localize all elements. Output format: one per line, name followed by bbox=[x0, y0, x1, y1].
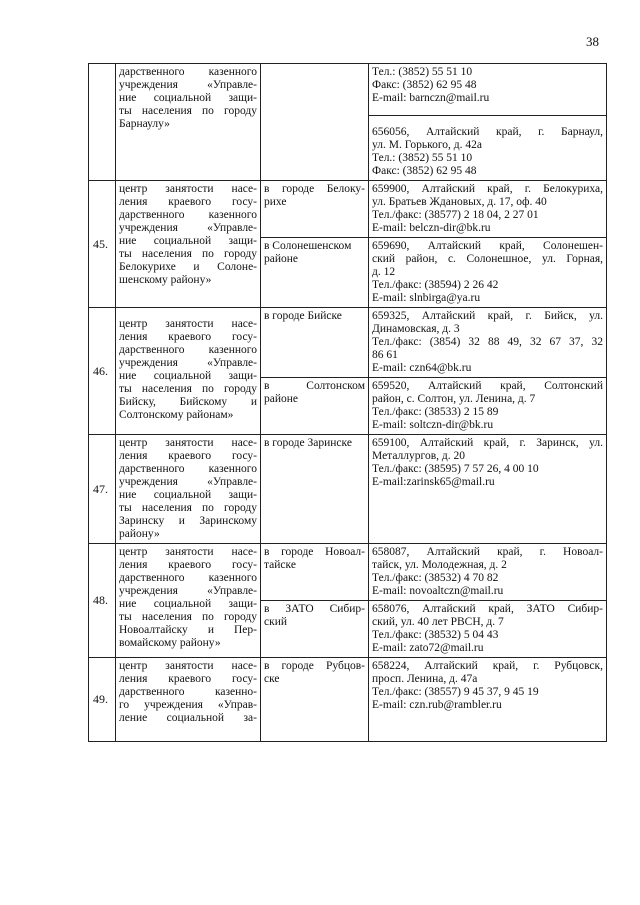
organization-cell: центр занятости насе- ления краевого госу- дарственного казенного учреждения «Управле- ние социальной защи- ты населения по городу Бийску, Бийскому и Солтонскому районам» bbox=[116, 308, 261, 435]
organization-cell: дарственного казенного учреждения «Управле- ние социальной защи- ты населения по городу Барнаулу» bbox=[116, 64, 261, 181]
address-cell: 658224, Алтайский край, г. Рубцовск, просп. Ленина, д. 47а Тел./факс: (38557) 9 45 37, 9 45 19 E-mail: czn.rub@rambler.ru bbox=[369, 658, 607, 742]
area-cell: в городе Рубцов- ске bbox=[261, 658, 369, 742]
organization-cell: центр занятости насе- ления краевого госу- дарственного казенного учреждения «Управле- ние социальной защи- ты населения по городу Заринску и Заринскому району» bbox=[116, 435, 261, 544]
area-cell bbox=[261, 64, 369, 181]
organization-cell: центр занятости насе- ления краевого госу- дарственного казенного учреждения «Управле- ние социальной защи- ты населения по городу Новоалтайску и Пер- вомайскому району» bbox=[116, 544, 261, 658]
table-row bbox=[89, 308, 607, 378]
table-row bbox=[89, 658, 607, 742]
row-number: 47. bbox=[89, 435, 116, 544]
area-cell: в ЗАТО Сибир- ский bbox=[261, 601, 369, 658]
address-cell: 659520, Алтайский край, Солтонский район, с. Солтон, ул. Ленина, д. 7 Тел./факс: (38533) 2 15 89 E-mail: soltczn-dir@bk.ru bbox=[369, 378, 607, 435]
organization-cell: центр занятости насе- ления краевого госу- дарственного казенного учреждения «Управле- ние социальной защи- ты населения по городу Белокурихе и Солоне- шенскому району» bbox=[116, 181, 261, 308]
address-cell: Тел.: (3852) 55 51 10 Факс: (3852) 62 95 48 E-mail: barnczn@mail.ru bbox=[369, 64, 607, 116]
area-cell: в городе Новоал- тайске bbox=[261, 544, 369, 601]
organization-cell: центр занятости насе- ления краевого госу- дарственного казенно- го учреждения «Управ- ление социальной за- bbox=[116, 658, 261, 742]
row-number bbox=[89, 64, 116, 181]
address-cell: 659690, Алтайский край, Солонешен- ский район, с. Солонешное, ул. Горная, д. 12 Тел./факс: (38594) 2 26 42 E-mail: slnbirga@ya.ru bbox=[369, 238, 607, 308]
page-number: 38 bbox=[586, 34, 599, 49]
row-number: 46. bbox=[89, 308, 116, 435]
address-cell: 659900, Алтайский край, г. Белокуриха, ул. Братьев Ждановых, д. 17, оф. 40 Тел./факс: (38577) 2 18 04, 2 27 01 E-mail: belczn-dir@bk.ru bbox=[369, 181, 607, 238]
address-cell: 659325, Алтайский край, г. Бийск, ул. Динамовская, д. 3 Тел./факс: (3854) 32 88 49, 32 67 37, 32 86 61 E-mail: czn64@bk.ru bbox=[369, 308, 607, 378]
row-number: 49. bbox=[89, 658, 116, 742]
table-row bbox=[89, 435, 607, 544]
table-row bbox=[89, 181, 607, 238]
area-cell: в городе Белоку- рихе bbox=[261, 181, 369, 238]
address-cell: 659100, Алтайский край, г. Заринск, ул. Металлургов, д. 20 Тел./факс: (38595) 7 57 26, 4 00 10 E-mail:zarinsk65@mail.ru bbox=[369, 435, 607, 544]
address-cell: 658076, Алтайский край, ЗАТО Сибир- ский, ул. 40 лет РВСН, д. 7 Тел./факс: (38532) 5 04 43 E-mail: zato72@mail.ru bbox=[369, 601, 607, 658]
row-number: 45. bbox=[89, 181, 116, 308]
table-row bbox=[89, 544, 607, 601]
row-number: 48. bbox=[89, 544, 116, 658]
area-cell: в Солонешенском районе bbox=[261, 238, 369, 308]
area-cell: в городе Бийске bbox=[261, 308, 369, 378]
area-cell: в Солтонском районе bbox=[261, 378, 369, 435]
area-cell: в городе Заринске bbox=[261, 435, 369, 544]
address-cell: 658087, Алтайский край, г. Новоал- тайск, ул. Молодежная, д. 2 Тел./факс: (38532) 4 70 82 E-mail: novoaltczn@mail.ru bbox=[369, 544, 607, 601]
table-row bbox=[89, 64, 607, 116]
address-cell: 656056, Алтайский край, г. Барнаул, ул. М. Горького, д. 42а Тел.: (3852) 55 51 10 Факс: (3852) 62 95 48 bbox=[369, 116, 607, 181]
service-directory-table bbox=[88, 63, 607, 742]
